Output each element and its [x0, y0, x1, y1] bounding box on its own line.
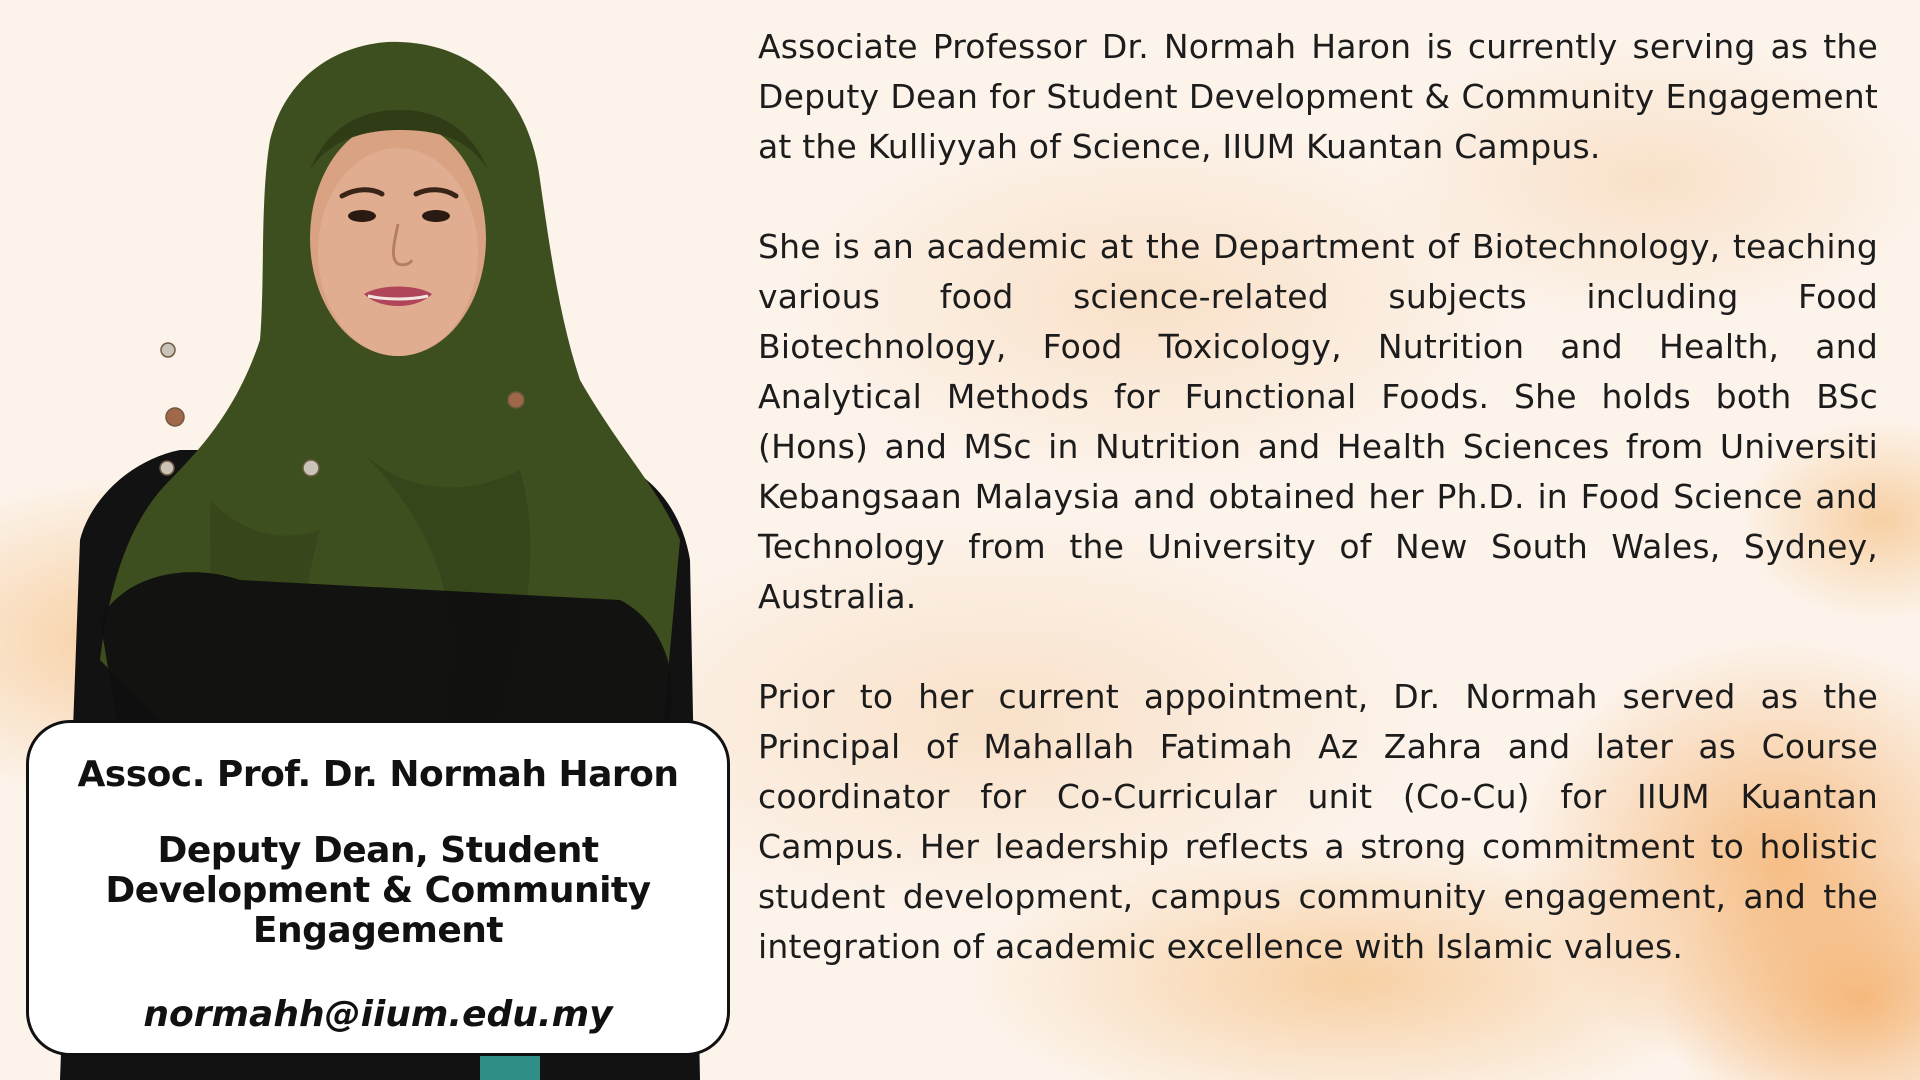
bio-paragraph: She is an academic at the Department of Biotechnology, teaching various food science-related subjects including Food Biotechnology, Food Toxicology, Nutrition and Health, and Analytical Methods for Functional Foods. She holds both BSc (Hons) and MSc in Nutrition and Health Sciences from Universiti Kebangsaan Malaysia and obtained her Ph.D. in Food Science and Technology from the University of New South Wales, Sydney, Australia. [758, 227, 1878, 616]
bio-paragraph: Associate Professor Dr. Normah Haron is currently serving as the Deputy Dean for Student Development & Community Engagement at the Kulliyyah of Science, IIUM Kuantan Campus. [758, 27, 1878, 166]
profile-email[interactable]: normahh@iium.edu.my [143, 994, 613, 1035]
name-card [26, 720, 730, 1056]
profile-role: Deputy Dean, Student Development & Community Engagement [105, 830, 651, 951]
profile-name: Assoc. Prof. Dr. Normah Haron [77, 754, 679, 795]
biography [758, 22, 1878, 972]
bio-paragraph: Prior to her current appointment, Dr. Normah served as the Principal of Mahallah Fatimah Az Zahra and later as Course coordinator for Co-Curricular unit (Co-Cu) for IIUM Kuantan Campus. Her leadership reflects a strong commitment to holistic student development, campus community engagement, and the integration of academic excellence with Islamic values. [758, 677, 1878, 966]
